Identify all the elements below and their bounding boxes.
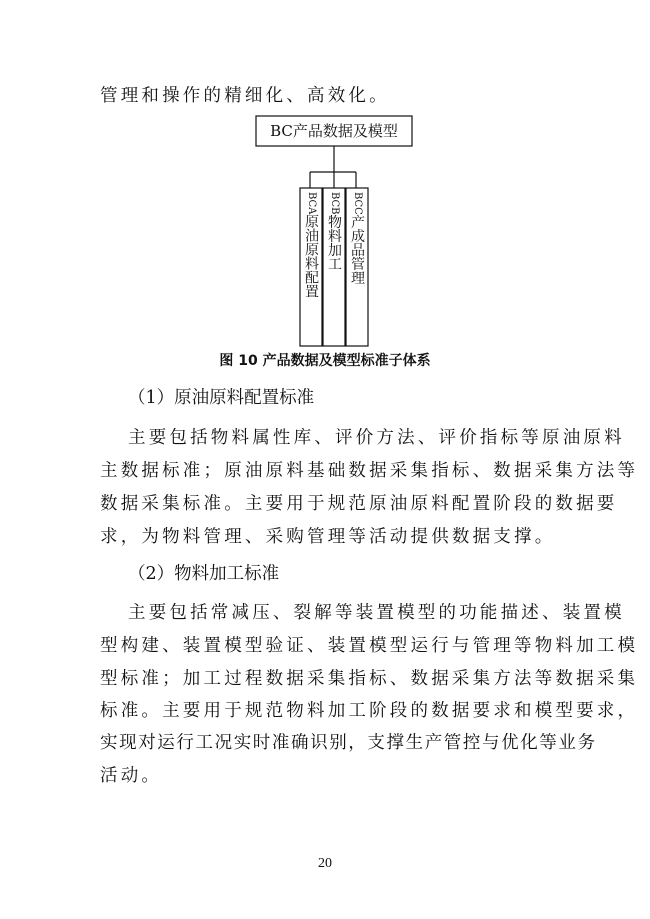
section-line: 主要包括常减压、裂解等装置模型的功能描述、装置模 — [128, 603, 625, 623]
child-box-bca-text — [303, 192, 319, 298]
child-label-bcb: 物料加工 — [326, 214, 342, 271]
section-line: 主要包括物料属性库、评价方法、评价指标等原油原料 — [128, 428, 625, 448]
root-box-label: BC产品数据及模型 — [270, 122, 398, 140]
child-code-bca: BCA — [306, 192, 317, 215]
section-line: 求，为物料管理、采购管理等活动提供数据支撑。 — [100, 527, 556, 547]
child-code-bcc: BCC — [352, 192, 363, 215]
section-line: 活动。 — [100, 766, 163, 786]
child-code-bcb: BCB — [329, 192, 340, 215]
section-line: 实现对运行工况实时准确识别，支撑生产管控与优化等业务 — [100, 733, 597, 753]
section-heading: （1）原油原料配置标准 — [128, 388, 315, 408]
section-line: 主数据标准；原油原料基础数据采集指标、数据采集方法等 — [100, 461, 639, 481]
section-line: 型构建、装置模型验证、装置模型运行与管理等物料加工模 — [100, 636, 639, 656]
intro-paragraph-end: 管理和操作的精细化、高效化。 — [100, 86, 390, 106]
figure-caption: 图 10 产品数据及模型标准子体系 — [219, 353, 431, 369]
child-label-bca: 原油原料配置 — [303, 214, 319, 299]
section-line: 型标准；加工过程数据采集指标、数据采集方法等数据采集 — [100, 669, 639, 689]
section-line: 数据采集标准。主要用于规范原油原料配置阶段的数据要 — [100, 494, 618, 514]
page-number: 20 — [318, 856, 332, 871]
child-box-bcb-text — [326, 192, 342, 271]
child-box-bcc-text — [349, 192, 365, 285]
section-heading: （2）物料加工标准 — [128, 564, 280, 584]
child-label-bcc: 产成品管理 — [349, 214, 365, 285]
section-line: 标准。主要用于规范物料加工阶段的数据要求和模型要求， — [100, 701, 639, 721]
